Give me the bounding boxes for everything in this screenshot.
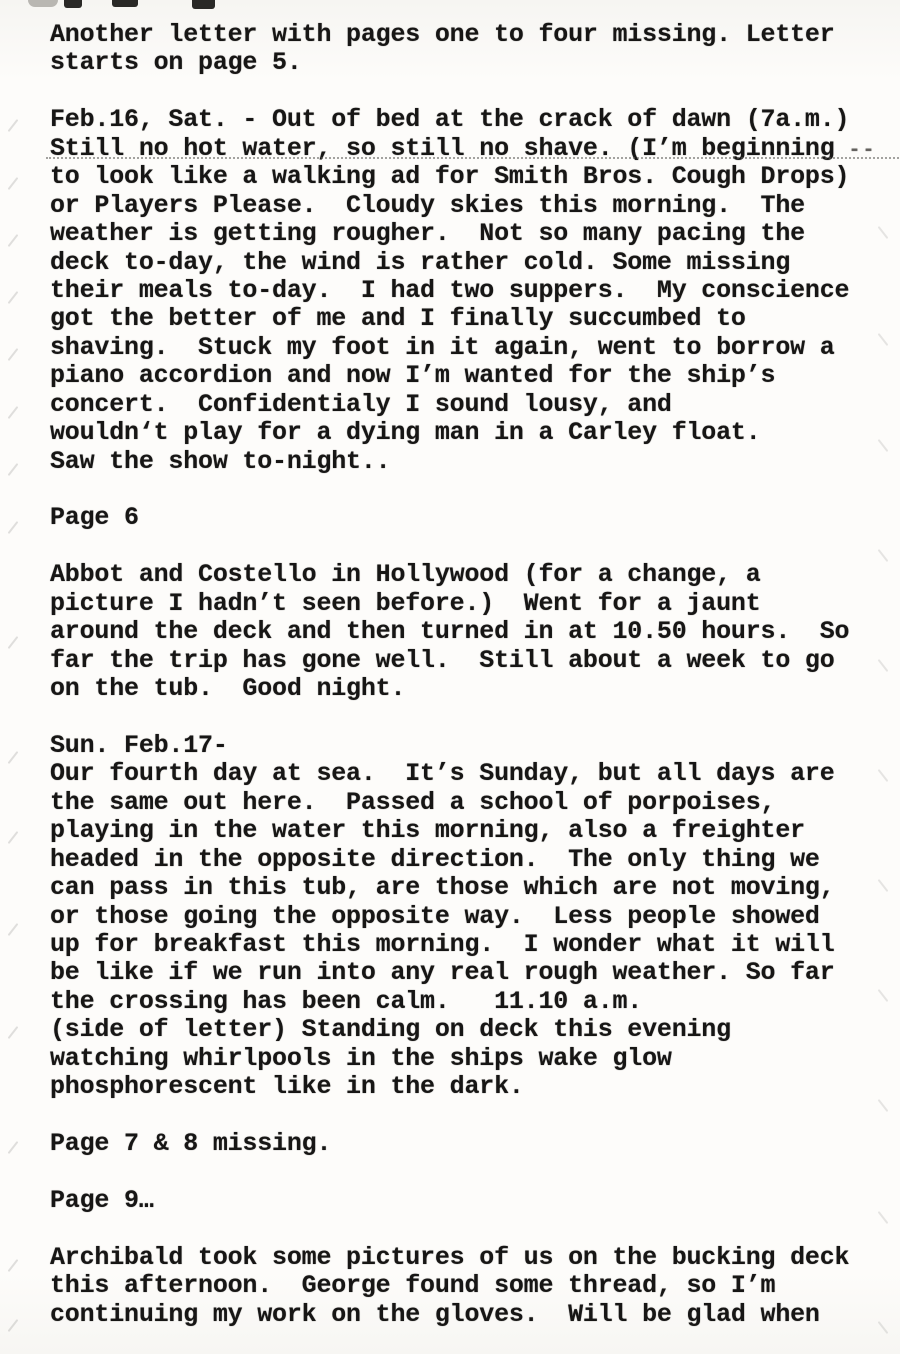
text-line: concert. Confidentialy I sound lousy, and <box>50 389 672 419</box>
scan-artifact <box>8 831 19 844</box>
text-line: shaving. Stuck my foot in it again, went to borrow a <box>50 332 835 362</box>
scan-artifact <box>64 0 82 8</box>
underline-trail-dashes: -- <box>848 138 877 162</box>
blank-line <box>50 1102 880 1130</box>
text-line: on the tub. Good night. <box>50 674 406 704</box>
text-line-date-feb17: Sun. Feb.17- <box>50 730 228 760</box>
blank-line <box>50 533 880 561</box>
text-line-underlined <box>50 135 880 163</box>
text-line: continuing my work on the gloves. Will be glad when <box>50 1299 820 1329</box>
scan-artifact <box>112 0 138 7</box>
scan-artifact <box>8 1026 19 1039</box>
pages-7-8-missing-note: Page 7 & 8 missing. <box>50 1129 332 1159</box>
text-line: weather is getting rougher. Not so many pacing the <box>50 219 805 249</box>
text-line: piano accordion and now I’m wanted for the ship’s <box>50 361 776 391</box>
blank-line <box>50 1159 880 1187</box>
text-line: got the better of me and I finally succumbed to <box>50 304 746 334</box>
text-line: picture I hadn’t seen before.) Went for a jaunt <box>50 588 761 618</box>
text-line: Abbot and Costello in Hollywood (for a change, a <box>50 560 761 590</box>
scan-artifact <box>8 636 19 649</box>
scan-artifact <box>8 1319 19 1332</box>
text-line: or Players Please. Cloudy skies this morning. The <box>50 190 805 220</box>
text-line: wouldn‘t play for a dying man in a Carley float. <box>50 418 761 448</box>
letter-text-block <box>50 21 880 1329</box>
text-line: watching whirlpools in the ships wake glow <box>50 1043 672 1073</box>
page-9-heading: Page 9… <box>50 1185 154 1215</box>
scan-artifact <box>8 406 19 419</box>
scan-artifact <box>8 119 19 132</box>
scan-artifact <box>8 291 19 304</box>
text-line: headed in the opposite direction. The only thing we <box>50 844 820 874</box>
scan-artifact <box>8 463 19 476</box>
scan-artifact <box>8 1141 19 1154</box>
text-line: far the trip has gone well. Still about a week to go <box>50 645 835 675</box>
scan-artifact <box>8 1259 19 1272</box>
scan-artifact <box>8 751 19 764</box>
scan-artifact <box>192 0 215 9</box>
text-line: starts on page 5. <box>50 48 302 78</box>
text-line: phosphorescent like in the dark. <box>50 1072 524 1102</box>
text-line-date-feb16: Feb.16, Sat. - Out of bed at the crack of dawn (7a.m.) <box>50 105 850 135</box>
scan-artifact <box>8 177 19 190</box>
text-line: around the deck and then turned in at 10.50 hours. So <box>50 617 850 647</box>
text-line: the same out here. Passed a school of porpoises, <box>50 787 776 817</box>
scan-artifact <box>8 234 19 247</box>
text-line: their meals to-day. I had two suppers. My conscience <box>50 275 850 305</box>
scan-artifact <box>8 521 19 534</box>
scan-artifact <box>8 923 19 936</box>
text-line: Saw the show to-night.. <box>50 446 391 476</box>
blank-line <box>50 704 880 732</box>
scan-artifact <box>28 0 58 7</box>
text-line: Still no hot water, so still no shave. (I’m beginning <box>50 133 835 163</box>
text-line: deck to-day, the wind is rather cold. Some missing <box>50 247 791 277</box>
blank-line <box>50 476 880 504</box>
text-line: this afternoon. George found some thread, so I’m <box>50 1271 776 1301</box>
text-line: Another letter with pages one to four missing. Letter <box>50 20 835 49</box>
text-line: (side of letter) Standing on deck this evening <box>50 1015 731 1045</box>
text-line: the crossing has been calm. 11.10 a.m. <box>50 986 643 1016</box>
text-line: be like if we run into any real rough weather. So far <box>50 958 835 988</box>
blank-line <box>50 1215 880 1243</box>
text-line: or those going the opposite way. Less people showed <box>50 901 820 931</box>
page-6-heading: Page 6 <box>50 503 139 533</box>
text-line: Our fourth day at sea. It’s Sunday, but all days are <box>50 759 835 789</box>
blank-line <box>50 78 880 106</box>
text-line: playing in the water this morning, also a freighter <box>50 816 805 846</box>
scan-artifact <box>8 348 19 361</box>
text-line: up for breakfast this morning. I wonder what it will <box>50 930 835 959</box>
text-line: can pass in this tub, are those which are not moving, <box>50 873 835 903</box>
text-line: Archibald took some pictures of us on the bucking deck <box>50 1242 850 1272</box>
text-line: to look like a walking ad for Smith Bros. Cough Drops) <box>50 162 850 192</box>
